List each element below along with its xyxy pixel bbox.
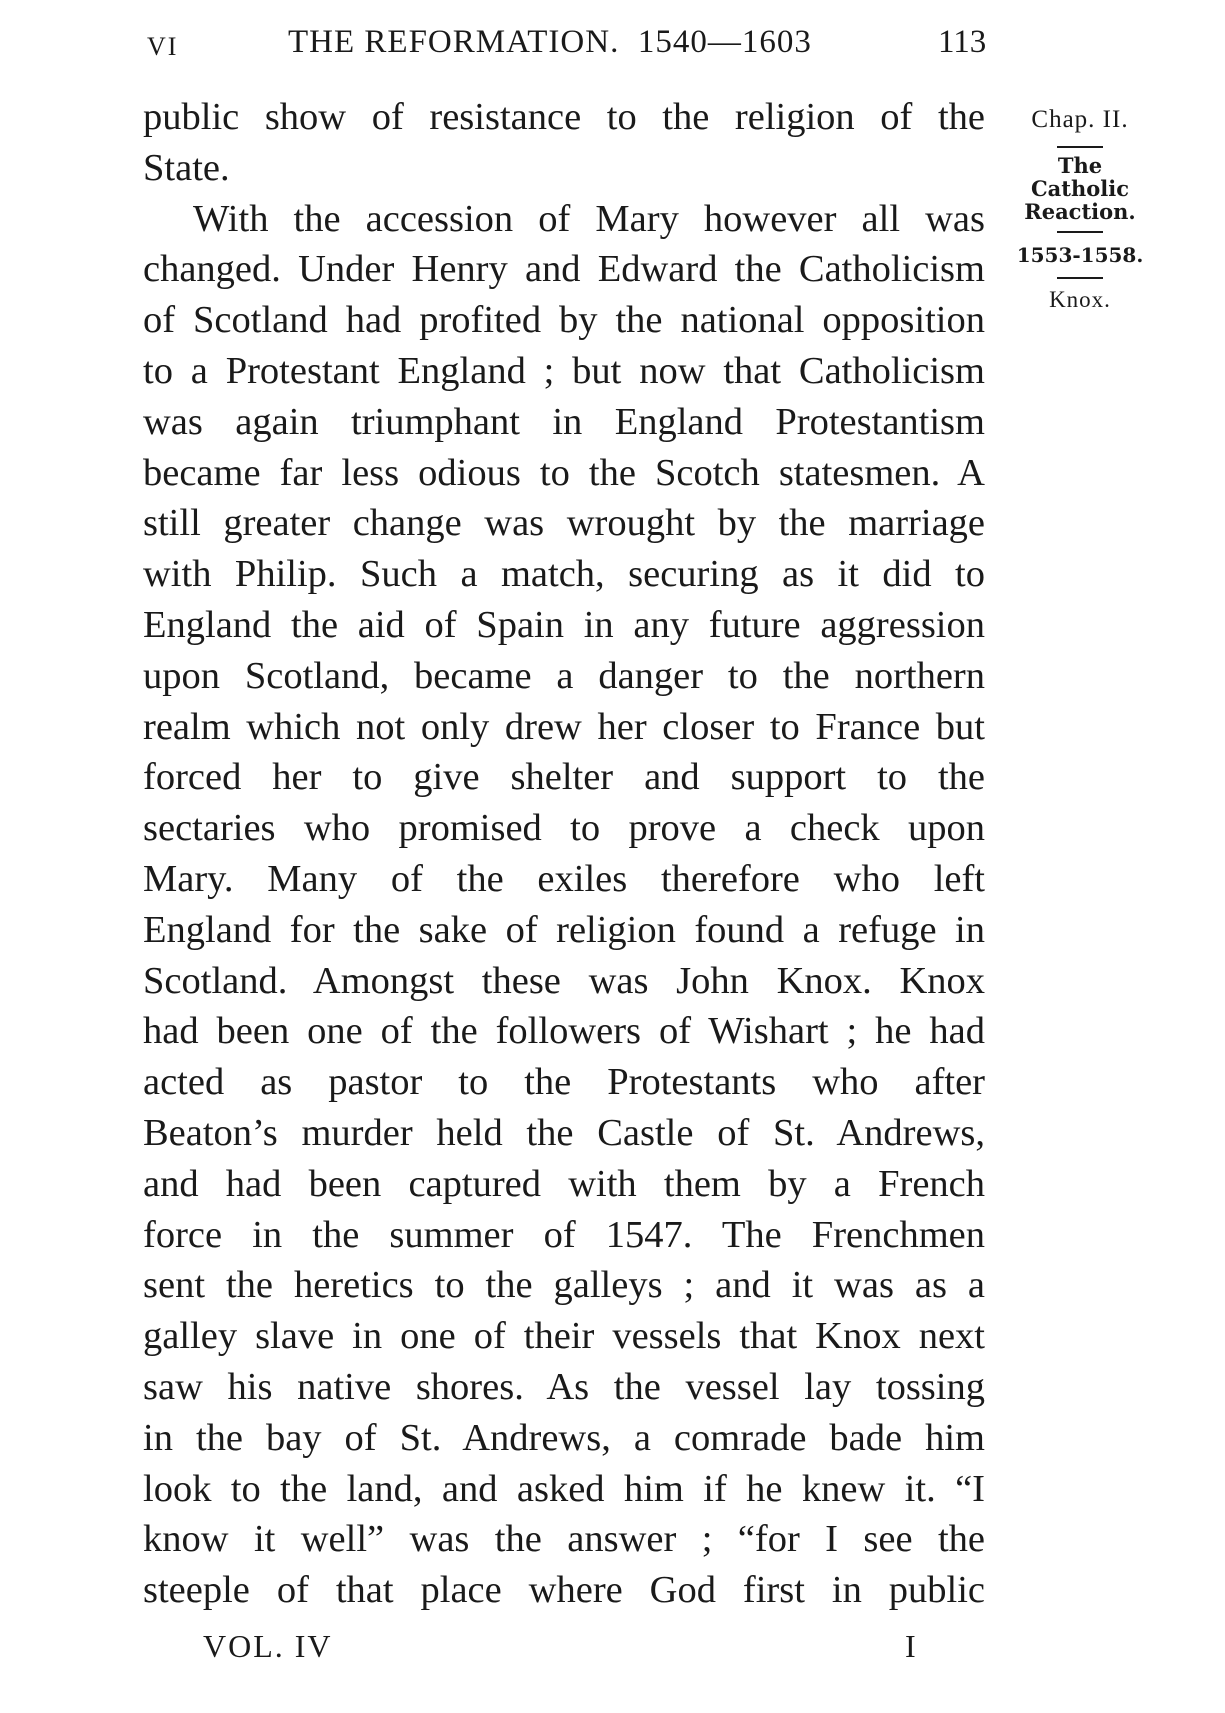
text-line: sent the heretics to the galleys ; and it was as a <box>143 1264 985 1307</box>
running-head <box>0 20 1225 70</box>
margin-topic <box>1010 154 1150 223</box>
text-line: England the aid of Spain in any future aggression <box>143 603 985 646</box>
text-line: still greater change was wrought by the marriage <box>143 502 985 545</box>
text-line: force in the summer of 1547. The Frenchmen <box>143 1213 985 1256</box>
text-line: look to the land, and asked him if he knew it. “I <box>143 1467 985 1510</box>
margin-topic-line: The <box>1057 153 1103 178</box>
signature-mark: I <box>905 1628 916 1664</box>
text-line: realm which not only drew her closer to France but <box>143 705 985 748</box>
page-number: 113 <box>938 24 987 60</box>
text-line: public show of resistance to the religion of the <box>143 96 985 138</box>
text-line: England for the sake of religion found a refuge in <box>143 908 985 951</box>
margin-subject: Knox. <box>1049 287 1111 312</box>
text-line: became far less odious to the Scotch statesmen. A <box>143 451 985 494</box>
margin-divider <box>1057 146 1103 148</box>
text-line: forced her to give shelter and support to the <box>143 756 985 799</box>
text-line: and had been captured with them by a French <box>143 1162 985 1205</box>
volume-label: VOL. IV <box>203 1628 333 1664</box>
text-line: saw his native shores. As the vessel lay tossing <box>143 1365 985 1408</box>
text-line: of Scotland had profited by the national opposition <box>143 299 985 342</box>
text-line: upon Scotland, became a danger to the northern <box>143 654 985 697</box>
text-line: galley slave in one of their vessels that Knox next <box>143 1315 985 1358</box>
margin-topic-line: Reaction. <box>1024 199 1136 224</box>
margin-divider <box>1057 231 1103 233</box>
text-line: know it well” was the answer ; “for I see the <box>143 1518 985 1561</box>
text-line: to a Protestant England ; but now that Catholicism <box>143 349 985 392</box>
text-line: was again triumphant in England Protestantism <box>143 400 985 443</box>
text-line: steeple of that place where God first in public <box>143 1569 985 1612</box>
paragraph-start-line: With the accession of Mary however all was <box>193 197 985 240</box>
body-text <box>143 92 985 1616</box>
page-footer <box>0 1628 1225 1672</box>
margin-divider <box>1057 277 1103 279</box>
running-title: THE REFORMATION. 1540—1603 <box>288 24 812 60</box>
margin-chapter: Chap. II. <box>1031 106 1129 133</box>
text-line: in the bay of St. Andrews, a comrade bade him <box>143 1416 985 1459</box>
text-line: Mary. Many of the exiles therefore who left <box>143 857 985 900</box>
text-line: Scotland. Amongst these was John Knox. Knox <box>143 959 985 1002</box>
text-line: acted as pastor to the Protestants who after <box>143 1061 985 1104</box>
section-number: VI <box>147 32 179 61</box>
text-line: changed. Under Henry and Edward the Catholicism <box>143 248 985 291</box>
margin-years: 1553-1558. <box>1016 243 1144 267</box>
text-line: had been one of the followers of Wishart ; he had <box>143 1010 985 1053</box>
margin-notes <box>1010 96 1150 315</box>
margin-topic-line: Catholic <box>1030 176 1130 201</box>
text-line: sectaries who promised to prove a check upon <box>143 807 985 850</box>
text-line: Beaton’s murder held the Castle of St. Andrews, <box>143 1111 985 1154</box>
text-line: with Philip. Such a match, securing as it did to <box>143 553 985 596</box>
text-line: State. <box>143 146 230 189</box>
